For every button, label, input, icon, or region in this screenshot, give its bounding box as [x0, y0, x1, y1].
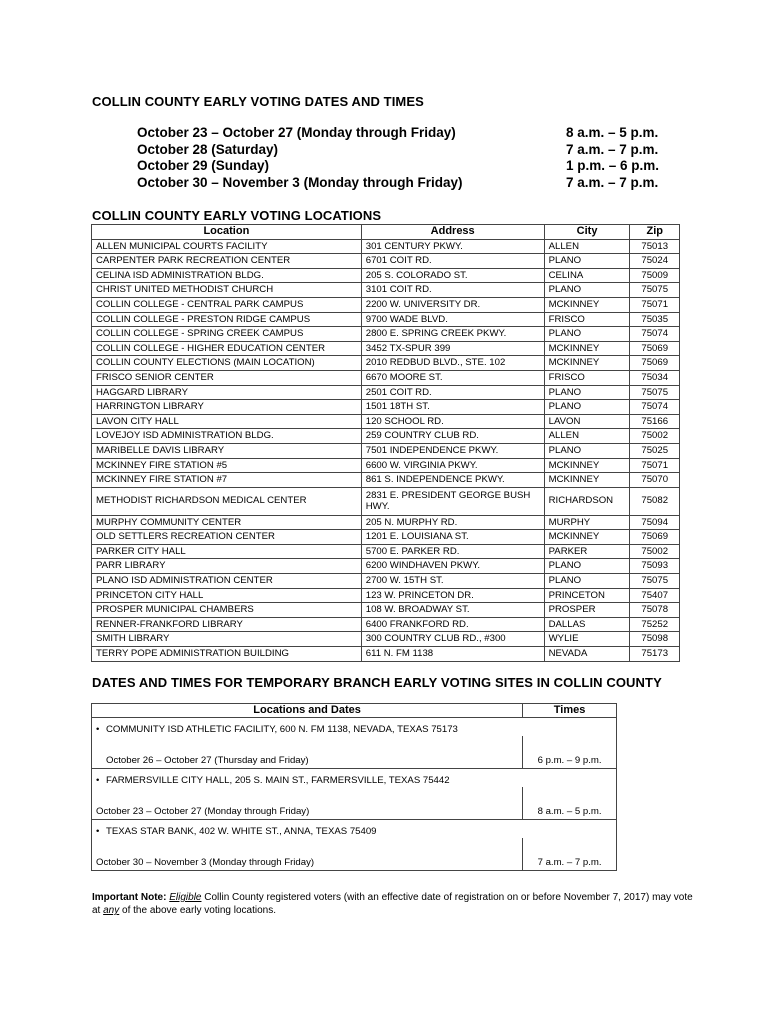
location-city: CELINA: [544, 268, 630, 283]
temp-site-name: FARMERSVILLE CITY HALL, 205 S. MAIN ST., FARMERSVILLE, TEXAS 75442: [106, 774, 450, 786]
location-city: NEVADA: [544, 647, 630, 662]
location-name: LOVEJOY ISD ADMINISTRATION BLDG.: [92, 429, 362, 444]
schedule-row: [137, 158, 672, 175]
location-name: MCKINNEY FIRE STATION #5: [92, 458, 362, 473]
location-zip: 75075: [630, 574, 680, 589]
location-zip: 75013: [630, 239, 680, 254]
location-name: SMITH LIBRARY: [92, 632, 362, 647]
table-row: [92, 559, 680, 574]
note-eligible: Eligible: [169, 892, 202, 903]
location-name: FRISCO SENIOR CENTER: [92, 370, 362, 385]
location-address: 2010 REDBUD BLVD., STE. 102: [361, 356, 544, 371]
location-zip: 75071: [630, 458, 680, 473]
table-row: [92, 283, 680, 298]
location-zip: 75407: [630, 588, 680, 603]
location-zip: 75034: [630, 370, 680, 385]
table-row: [92, 356, 680, 371]
table-row: [92, 588, 680, 603]
location-name: PLANO ISD ADMINISTRATION CENTER: [92, 574, 362, 589]
locations-table: [91, 224, 680, 662]
temp-site-row: [92, 820, 617, 839]
location-zip: 75074: [630, 327, 680, 342]
locations-header-row: [92, 225, 680, 240]
temp-site-row: [92, 718, 617, 737]
table-row: [92, 574, 680, 589]
bullet-icon: •: [96, 723, 100, 735]
location-name: COLLIN COLLEGE - PRESTON RIDGE CAMPUS: [92, 312, 362, 327]
col-zip: Zip: [630, 225, 680, 240]
table-row: [92, 341, 680, 356]
location-name: CHRIST UNITED METHODIST CHURCH: [92, 283, 362, 298]
location-name: COLLIN COLLEGE - CENTRAL PARK CAMPUS: [92, 297, 362, 312]
location-name: ALLEN MUNICIPAL COURTS FACILITY: [92, 239, 362, 254]
location-city: PLANO: [544, 443, 630, 458]
location-zip: 75009: [630, 268, 680, 283]
temp-date-row: [92, 736, 617, 769]
location-zip: 75024: [630, 254, 680, 269]
location-name: MURPHY COMMUNITY CENTER: [92, 515, 362, 530]
location-city: ALLEN: [544, 429, 630, 444]
location-zip: 75002: [630, 544, 680, 559]
location-zip: 75069: [630, 341, 680, 356]
location-name: LAVON CITY HALL: [92, 414, 362, 429]
location-city: PLANO: [544, 574, 630, 589]
location-address: 861 S. INDEPENDENCE PKWY.: [361, 473, 544, 488]
table-row: [92, 544, 680, 559]
location-name: METHODIST RICHARDSON MEDICAL CENTER: [92, 487, 362, 515]
location-city: MCKINNEY: [544, 458, 630, 473]
location-name: MCKINNEY FIRE STATION #7: [92, 473, 362, 488]
table-row: [92, 647, 680, 662]
location-city: PROSPER: [544, 603, 630, 618]
temp-header-row: [92, 704, 617, 718]
table-row: [92, 603, 680, 618]
schedule-times: 7 a.m. – 7 p.m.: [566, 174, 659, 190]
location-city: MCKINNEY: [544, 530, 630, 545]
location-address: 6400 FRANKFORD RD.: [361, 617, 544, 632]
location-city: LAVON: [544, 414, 630, 429]
location-name: COLLIN COLLEGE - HIGHER EDUCATION CENTER: [92, 341, 362, 356]
location-zip: 75069: [630, 530, 680, 545]
table-row: [92, 515, 680, 530]
schedule-row: [137, 175, 672, 192]
location-zip: 75074: [630, 400, 680, 415]
table-row: [92, 400, 680, 415]
note-text-1: Collin County registered voters (with an effective date of registration on or before November 7, 2017) may vote at: [92, 892, 693, 916]
location-address: 9700 WADE BLVD.: [361, 312, 544, 327]
important-note: [92, 891, 702, 917]
table-row: [92, 487, 680, 515]
table-row: [92, 239, 680, 254]
temp-site-cell: [92, 718, 617, 737]
location-zip: 75252: [630, 617, 680, 632]
col-address: Address: [361, 225, 544, 240]
location-city: PLANO: [544, 400, 630, 415]
location-city: PARKER: [544, 544, 630, 559]
location-city: RICHARDSON: [544, 487, 630, 515]
schedule-dates: October 28 (Saturday): [137, 141, 279, 157]
location-address: 205 N. MURPHY RD.: [361, 515, 544, 530]
location-zip: 75070: [630, 473, 680, 488]
location-address: 2831 E. PRESIDENT GEORGE BUSH HWY.: [361, 487, 544, 515]
location-address: 2800 E. SPRING CREEK PKWY.: [361, 327, 544, 342]
location-city: MCKINNEY: [544, 356, 630, 371]
location-city: PLANO: [544, 559, 630, 574]
temp-site-name: COMMUNITY ISD ATHLETIC FACILITY, 600 N. FM 1138, NEVADA, TEXAS 75173: [106, 723, 458, 735]
location-city: MURPHY: [544, 515, 630, 530]
table-row: [92, 297, 680, 312]
col-location: Location: [92, 225, 362, 240]
location-address: 6200 WINDHAVEN PKWY.: [361, 559, 544, 574]
temp-date-row: [92, 838, 617, 871]
location-zip: 75094: [630, 515, 680, 530]
note-any: any: [103, 905, 120, 916]
location-address: 2200 W. UNIVERSITY DR.: [361, 297, 544, 312]
temp-site-row: [92, 769, 617, 788]
table-row: [92, 414, 680, 429]
location-zip: 75002: [630, 429, 680, 444]
col-times: Times: [523, 704, 617, 718]
table-row: [92, 443, 680, 458]
table-row: [92, 632, 680, 647]
location-name: CELINA ISD ADMINISTRATION BLDG.: [92, 268, 362, 283]
table-row: [92, 268, 680, 283]
location-address: 3452 TX-SPUR 399: [361, 341, 544, 356]
location-city: FRISCO: [544, 312, 630, 327]
location-zip: 75075: [630, 283, 680, 298]
location-address: 259 COUNTRY CLUB RD.: [361, 429, 544, 444]
location-zip: 75069: [630, 356, 680, 371]
location-address: 205 S. COLORADO ST.: [361, 268, 544, 283]
temp-site-times: 6 p.m. – 9 p.m.: [523, 736, 617, 769]
schedule-dates: October 23 – October 27 (Monday through Friday): [137, 125, 456, 140]
location-address: 7501 INDEPENDENCE PKWY.: [361, 443, 544, 458]
temp-site-dates: October 23 – October 27 (Monday through Friday): [92, 787, 523, 820]
locations-heading: COLLIN COUNTY EARLY VOTING LOCATIONS: [92, 208, 382, 223]
location-city: MCKINNEY: [544, 297, 630, 312]
location-name: COLLIN COUNTY ELECTIONS (MAIN LOCATION): [92, 356, 362, 371]
page-title: COLLIN COUNTY EARLY VOTING DATES AND TIMES: [92, 94, 424, 109]
location-zip: 75093: [630, 559, 680, 574]
location-address: 120 SCHOOL RD.: [361, 414, 544, 429]
location-city: PLANO: [544, 283, 630, 298]
table-row: [92, 312, 680, 327]
location-address: 123 W. PRINCETON DR.: [361, 588, 544, 603]
note-text-2: of the above early voting locations.: [119, 905, 277, 916]
temp-site-dates: October 30 – November 3 (Monday through Friday): [92, 838, 523, 871]
schedule-row: [137, 125, 672, 142]
location-name: MARIBELLE DAVIS LIBRARY: [92, 443, 362, 458]
location-name: COLLIN COLLEGE - SPRING CREEK CAMPUS: [92, 327, 362, 342]
location-zip: 75166: [630, 414, 680, 429]
temp-site-dates: October 26 – October 27 (Thursday and Friday): [92, 736, 523, 769]
location-city: WYLIE: [544, 632, 630, 647]
location-zip: 75025: [630, 443, 680, 458]
location-zip: 75082: [630, 487, 680, 515]
temp-date-row: [92, 787, 617, 820]
schedule-dates: October 29 (Sunday): [137, 158, 270, 173]
schedule-times: 1 p.m. – 6 p.m.: [566, 158, 660, 173]
table-row: [92, 458, 680, 473]
location-zip: 75035: [630, 312, 680, 327]
location-zip: 75173: [630, 647, 680, 662]
note-label: Important Note:: [92, 892, 167, 903]
col-locations-and-dates: Locations and Dates: [92, 704, 523, 718]
location-name: PRINCETON CITY HALL: [92, 588, 362, 603]
table-row: [92, 370, 680, 385]
table-row: [92, 617, 680, 632]
location-city: PLANO: [544, 254, 630, 269]
location-address: 611 N. FM 1138: [361, 647, 544, 662]
location-zip: 75078: [630, 603, 680, 618]
location-name: HAGGARD LIBRARY: [92, 385, 362, 400]
location-address: 301 CENTURY PKWY.: [361, 239, 544, 254]
location-city: PRINCETON: [544, 588, 630, 603]
location-address: 1201 E. LOUISIANA ST.: [361, 530, 544, 545]
schedule-dates: October 30 – November 3 (Monday through Friday): [137, 174, 463, 190]
bullet-icon: •: [96, 774, 100, 786]
location-city: MCKINNEY: [544, 473, 630, 488]
temporary-sites-table: [91, 703, 617, 871]
temp-site-name: TEXAS STAR BANK, 402 W. WHITE ST., ANNA, TEXAS 75409: [106, 825, 377, 837]
location-name: PARKER CITY HALL: [92, 544, 362, 559]
early-voting-schedule: [137, 125, 672, 191]
location-address: 2700 W. 15TH ST.: [361, 574, 544, 589]
location-address: 5700 E. PARKER RD.: [361, 544, 544, 559]
schedule-row: [137, 142, 672, 159]
location-name: CARPENTER PARK RECREATION CENTER: [92, 254, 362, 269]
table-row: [92, 327, 680, 342]
location-address: 300 COUNTRY CLUB RD., #300: [361, 632, 544, 647]
temp-site-cell: [92, 769, 617, 788]
location-name: PARR LIBRARY: [92, 559, 362, 574]
table-row: [92, 254, 680, 269]
location-zip: 75071: [630, 297, 680, 312]
location-address: 1501 18TH ST.: [361, 400, 544, 415]
temp-site-times: 8 a.m. – 5 p.m.: [523, 787, 617, 820]
table-row: [92, 473, 680, 488]
table-row: [92, 385, 680, 400]
location-address: 6670 MOORE ST.: [361, 370, 544, 385]
location-address: 2501 COIT RD.: [361, 385, 544, 400]
location-city: ALLEN: [544, 239, 630, 254]
temporary-sites-heading: DATES AND TIMES FOR TEMPORARY BRANCH EARLY VOTING SITES IN COLLIN COUNTY: [92, 675, 662, 690]
schedule-times: 7 a.m. – 7 p.m.: [566, 141, 659, 157]
location-name: OLD SETTLERS RECREATION CENTER: [92, 530, 362, 545]
location-zip: 75075: [630, 385, 680, 400]
location-zip: 75098: [630, 632, 680, 647]
location-address: 3101 COIT RD.: [361, 283, 544, 298]
table-row: [92, 530, 680, 545]
location-address: 6600 W. VIRGINIA PKWY.: [361, 458, 544, 473]
location-city: MCKINNEY: [544, 341, 630, 356]
location-city: FRISCO: [544, 370, 630, 385]
location-name: TERRY POPE ADMINISTRATION BUILDING: [92, 647, 362, 662]
col-city: City: [544, 225, 630, 240]
location-city: PLANO: [544, 327, 630, 342]
location-name: PROSPER MUNICIPAL CHAMBERS: [92, 603, 362, 618]
table-row: [92, 429, 680, 444]
location-address: 108 W. BROADWAY ST.: [361, 603, 544, 618]
location-city: PLANO: [544, 385, 630, 400]
schedule-times: 8 a.m. – 5 p.m.: [566, 125, 659, 140]
bullet-icon: •: [96, 825, 100, 837]
location-address: 6701 COIT RD.: [361, 254, 544, 269]
location-name: RENNER-FRANKFORD LIBRARY: [92, 617, 362, 632]
temp-site-cell: [92, 820, 617, 839]
location-name: HARRINGTON LIBRARY: [92, 400, 362, 415]
temp-site-times: 7 a.m. – 7 p.m.: [523, 838, 617, 871]
location-city: DALLAS: [544, 617, 630, 632]
